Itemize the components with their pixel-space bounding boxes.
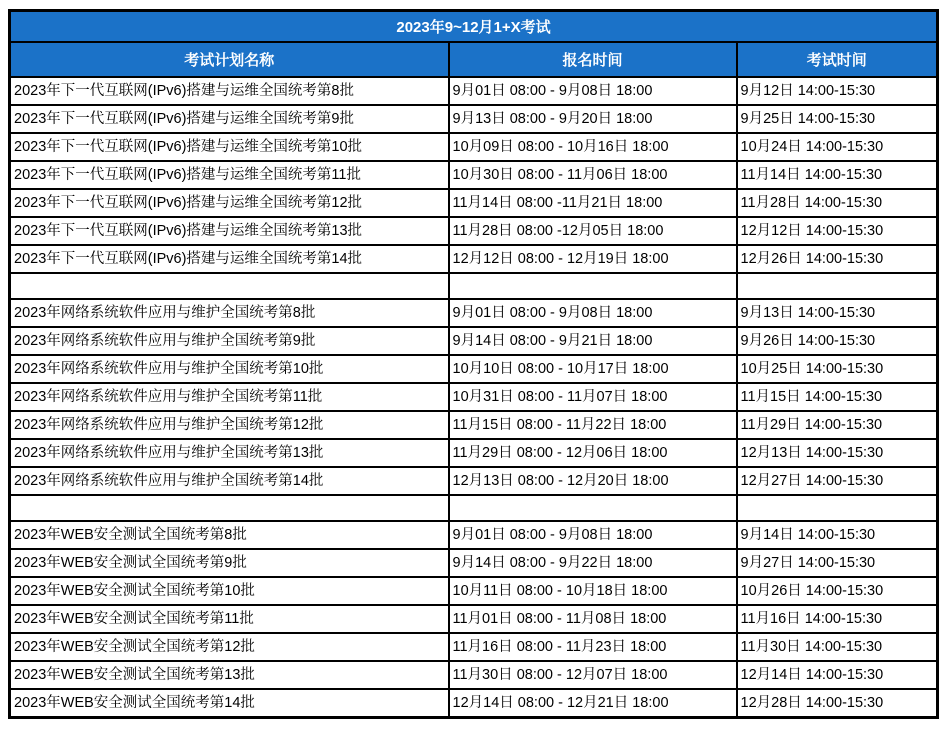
table-row xyxy=(10,689,938,718)
signup-time-cell: 10月09日 08:00 - 10月16日 18:00 xyxy=(449,133,737,161)
table-row xyxy=(10,411,938,439)
table-row xyxy=(10,521,938,549)
table-row xyxy=(10,633,938,661)
table-body xyxy=(10,77,938,718)
signup-time-cell: 12月13日 08:00 - 12月20日 18:00 xyxy=(449,467,737,495)
exam-time-cell: 12月13日 14:00-15:30 xyxy=(737,439,938,467)
signup-time-cell: 11月30日 08:00 - 12月07日 18:00 xyxy=(449,661,737,689)
table-row xyxy=(10,161,938,189)
col-header-exam-time: 考试时间 xyxy=(737,42,938,77)
signup-time-cell: 9月01日 08:00 - 9月08日 18:00 xyxy=(449,521,737,549)
exam-time-cell: 11月16日 14:00-15:30 xyxy=(737,605,938,633)
plan-name-cell: 2023年下一代互联网(IPv6)搭建与运维全国统考第12批 xyxy=(10,189,449,217)
table-row xyxy=(10,383,938,411)
spacer-cell xyxy=(737,495,938,521)
exam-time-cell: 11月14日 14:00-15:30 xyxy=(737,161,938,189)
table-row xyxy=(10,105,938,133)
exam-time-cell: 9月13日 14:00-15:30 xyxy=(737,299,938,327)
table-row xyxy=(10,661,938,689)
table-title: 2023年9~12月1+X考试 xyxy=(10,11,938,42)
signup-time-cell: 10月10日 08:00 - 10月17日 18:00 xyxy=(449,355,737,383)
plan-name-cell: 2023年网络系统软件应用与维护全国统考第8批 xyxy=(10,299,449,327)
exam-time-cell: 10月26日 14:00-15:30 xyxy=(737,577,938,605)
spacer-cell xyxy=(10,495,449,521)
exam-time-cell: 12月27日 14:00-15:30 xyxy=(737,467,938,495)
plan-name-cell: 2023年WEB安全测试全国统考第13批 xyxy=(10,661,449,689)
signup-time-cell: 11月16日 08:00 - 11月23日 18:00 xyxy=(449,633,737,661)
exam-time-cell: 9月14日 14:00-15:30 xyxy=(737,521,938,549)
column-header-row xyxy=(10,42,938,77)
signup-time-cell: 9月14日 08:00 - 9月22日 18:00 xyxy=(449,549,737,577)
signup-time-cell: 11月29日 08:00 - 12月06日 18:00 xyxy=(449,439,737,467)
plan-name-cell: 2023年网络系统软件应用与维护全国统考第14批 xyxy=(10,467,449,495)
plan-name-cell: 2023年下一代互联网(IPv6)搭建与运维全国统考第13批 xyxy=(10,217,449,245)
spacer-cell xyxy=(449,273,737,299)
table-row xyxy=(10,133,938,161)
plan-name-cell: 2023年网络系统软件应用与维护全国统考第12批 xyxy=(10,411,449,439)
signup-time-cell: 11月15日 08:00 - 11月22日 18:00 xyxy=(449,411,737,439)
col-header-plan-name: 考试计划名称 xyxy=(10,42,449,77)
exam-time-cell: 9月27日 14:00-15:30 xyxy=(737,549,938,577)
exam-time-cell: 11月15日 14:00-15:30 xyxy=(737,383,938,411)
table-row xyxy=(10,327,938,355)
plan-name-cell: 2023年网络系统软件应用与维护全国统考第11批 xyxy=(10,383,449,411)
plan-name-cell: 2023年下一代互联网(IPv6)搭建与运维全国统考第8批 xyxy=(10,77,449,105)
table-row xyxy=(10,439,938,467)
signup-time-cell: 12月14日 08:00 - 12月21日 18:00 xyxy=(449,689,737,718)
table-row xyxy=(10,189,938,217)
signup-time-cell: 10月31日 08:00 - 11月07日 18:00 xyxy=(449,383,737,411)
exam-time-cell: 11月29日 14:00-15:30 xyxy=(737,411,938,439)
plan-name-cell: 2023年WEB安全测试全国统考第12批 xyxy=(10,633,449,661)
spacer-row xyxy=(10,273,938,299)
signup-time-cell: 11月01日 08:00 - 11月08日 18:00 xyxy=(449,605,737,633)
exam-time-cell: 9月26日 14:00-15:30 xyxy=(737,327,938,355)
exam-time-cell: 11月28日 14:00-15:30 xyxy=(737,189,938,217)
plan-name-cell: 2023年下一代互联网(IPv6)搭建与运维全国统考第9批 xyxy=(10,105,449,133)
table-row xyxy=(10,217,938,245)
exam-time-cell: 12月28日 14:00-15:30 xyxy=(737,689,938,718)
exam-time-cell: 9月12日 14:00-15:30 xyxy=(737,77,938,105)
signup-time-cell: 10月30日 08:00 - 11月06日 18:00 xyxy=(449,161,737,189)
spacer-row xyxy=(10,495,938,521)
signup-time-cell: 10月11日 08:00 - 10月18日 18:00 xyxy=(449,577,737,605)
plan-name-cell: 2023年WEB安全测试全国统考第11批 xyxy=(10,605,449,633)
plan-name-cell: 2023年下一代互联网(IPv6)搭建与运维全国统考第10批 xyxy=(10,133,449,161)
exam-time-cell: 10月24日 14:00-15:30 xyxy=(737,133,938,161)
plan-name-cell: 2023年下一代互联网(IPv6)搭建与运维全国统考第14批 xyxy=(10,245,449,273)
exam-time-cell: 10月25日 14:00-15:30 xyxy=(737,355,938,383)
table-row xyxy=(10,605,938,633)
table-row xyxy=(10,299,938,327)
exam-time-cell: 12月12日 14:00-15:30 xyxy=(737,217,938,245)
spacer-cell xyxy=(449,495,737,521)
table-row xyxy=(10,245,938,273)
signup-time-cell: 9月14日 08:00 - 9月21日 18:00 xyxy=(449,327,737,355)
plan-name-cell: 2023年WEB安全测试全国统考第14批 xyxy=(10,689,449,718)
signup-time-cell: 9月13日 08:00 - 9月20日 18:00 xyxy=(449,105,737,133)
plan-name-cell: 2023年WEB安全测试全国统考第10批 xyxy=(10,577,449,605)
spacer-cell xyxy=(10,273,449,299)
plan-name-cell: 2023年网络系统软件应用与维护全国统考第10批 xyxy=(10,355,449,383)
spacer-cell xyxy=(737,273,938,299)
table-row xyxy=(10,77,938,105)
col-header-signup-time: 报名时间 xyxy=(449,42,737,77)
signup-time-cell: 9月01日 08:00 - 9月08日 18:00 xyxy=(449,299,737,327)
plan-name-cell: 2023年WEB安全测试全国统考第9批 xyxy=(10,549,449,577)
signup-time-cell: 12月12日 08:00 - 12月19日 18:00 xyxy=(449,245,737,273)
plan-name-cell: 2023年网络系统软件应用与维护全国统考第13批 xyxy=(10,439,449,467)
exam-time-cell: 11月30日 14:00-15:30 xyxy=(737,633,938,661)
plan-name-cell: 2023年网络系统软件应用与维护全国统考第9批 xyxy=(10,327,449,355)
signup-time-cell: 9月01日 08:00 - 9月08日 18:00 xyxy=(449,77,737,105)
signup-time-cell: 11月14日 08:00 -11月21日 18:00 xyxy=(449,189,737,217)
signup-time-cell: 11月28日 08:00 -12月05日 18:00 xyxy=(449,217,737,245)
table-row xyxy=(10,577,938,605)
exam-schedule-table xyxy=(8,9,939,719)
table-title-row xyxy=(10,11,938,42)
exam-time-cell: 12月26日 14:00-15:30 xyxy=(737,245,938,273)
plan-name-cell: 2023年WEB安全测试全国统考第8批 xyxy=(10,521,449,549)
table-row xyxy=(10,549,938,577)
table-row xyxy=(10,355,938,383)
plan-name-cell: 2023年下一代互联网(IPv6)搭建与运维全国统考第11批 xyxy=(10,161,449,189)
exam-time-cell: 12月14日 14:00-15:30 xyxy=(737,661,938,689)
table-row xyxy=(10,467,938,495)
exam-time-cell: 9月25日 14:00-15:30 xyxy=(737,105,938,133)
